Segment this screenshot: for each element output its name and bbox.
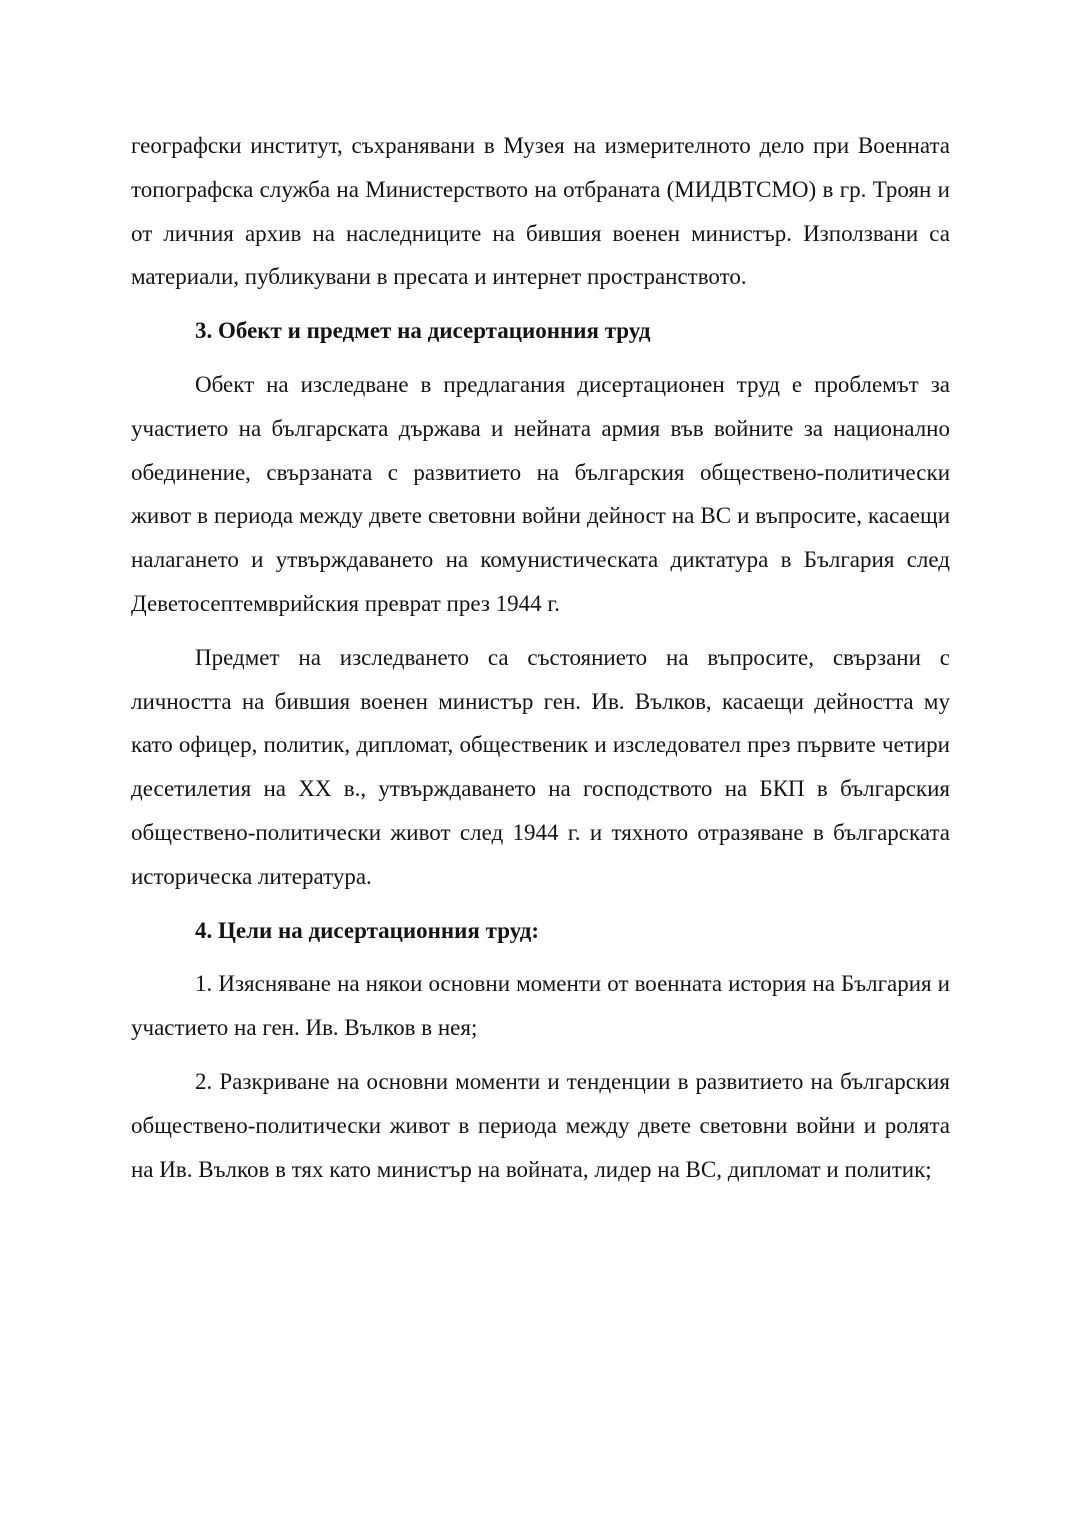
page-content [131,124,950,1191]
paragraph-sources-continued: географски институт, съхранявани в Музея на измерителното дело при Военната топографска служба на Министерството на отбраната (МИДВТСМО) в гр. Троян и от личния архив на наследниците на бившия военен министър. Използвани са материали, публикувани в пресата и интернет пространството. [131,133,950,290]
paragraph-subject: Предмет на изследването са състоянието на въпросите, свързани с личността на бившия военен министър ген. Ив. Вълков, касаещи дейността му като офицер, политик, дипломат, общественик и изследовател през първите четири десетилетия на XX в., утвърждаването на господството на БКП в българския обществено-политически живот след 1944 г. и тяхното отразяване в българската историческа литература. [131,644,950,889]
goal-item-1: 1. Изясняване на някои основни моменти от военната история на България и участието на ген. Ив. Вълков в нея; [131,971,950,1041]
section-heading-object-and-subject: 3. Обект и предмет на дисертационния труд [195,318,651,344]
section-heading-goals: 4. Цели на дисертационния труд: [195,917,540,943]
paragraph-object: Обект на изследване в предлагания дисертационен труд е проблемът за участието на българската държава и нейната армия във войните за национално обединение, свързаната с развитието на българския обществено-политически живот в периода между двете световни войни дейност на ВС и въпросите, касаещи налагането и утвърждаването на комунистическата диктатура в България след Деветосептемврийския преврат през 1944 г. [131,371,950,616]
goal-item-2: 2. Разкриване на основни моменти и тенденции в развитието на българския обществено-политически живот в периода между двете световни войни и ролята на Ив. Вълков в тях като министър на войната, лидер на ВС, дипломат и политик; [131,1068,950,1182]
